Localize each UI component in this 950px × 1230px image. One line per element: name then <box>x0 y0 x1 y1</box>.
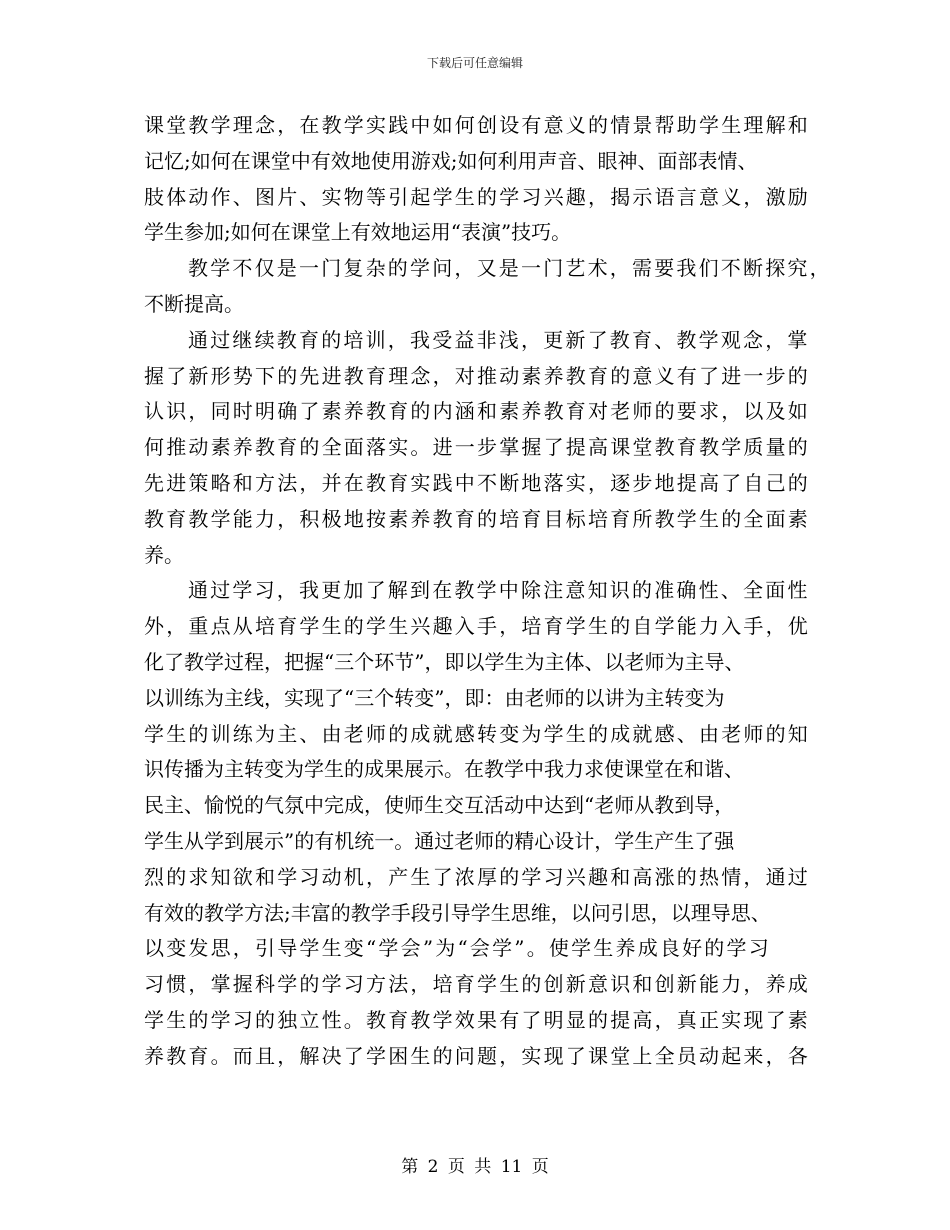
page-number: 第 2 页 共 11 页 <box>401 1157 549 1177</box>
paragraph <box>144 108 810 251</box>
text-line: 习惯，掌握科学的学习方法，培育学生的创新意识和创新能力，养成 <box>144 972 810 997</box>
document-body <box>144 108 832 1075</box>
text-line: 握了新形势下的先进教育理念，对推动素养教育的意义有了进一步的 <box>144 363 810 388</box>
text-line: 通过学习，我更加了解到在教学中除注意知识的准确性、全面性 <box>188 578 810 603</box>
text-line: 养教育。而且，解决了学困生的问题，实现了课堂上全员动起来，各 <box>144 1043 810 1068</box>
text-line: 学生的训练为主、由老师的成就感转变为学生的成就感、由老师的知 <box>144 721 810 746</box>
paragraph <box>144 323 810 574</box>
text-line: 民主、愉悦的气氛中完成，使师生交互活动中达到“老师从教到导， <box>144 793 735 818</box>
text-line: 识传播为主转变为学生的成果展示。在教学中我力求使课堂在和谐、 <box>144 757 744 782</box>
text-line: 教学不仅是一门复杂的学问，又是一门艺术，需要我们不断探究， <box>188 256 832 281</box>
text-line: 有效的教学方法;丰富的教学手段引导学生思维，以问引思，以理导思、 <box>144 900 771 925</box>
text-line: 养。 <box>144 542 184 567</box>
text-line: 肢体动作、图片、实物等引起学生的学习兴趣，揭示语言意义，激励 <box>144 184 810 209</box>
text-line: 课堂教学理念，在教学实践中如何创设有意义的情景帮助学生理解和 <box>144 113 810 137</box>
text-line: 不断提高。 <box>144 291 244 316</box>
text-line: 通过继续教育的培训，我受益非浅，更新了教育、教学观念，掌 <box>188 327 810 352</box>
text-line: 烈的求知欲和学习动机，产生了浓厚的学习兴趣和高涨的热情，通过 <box>144 864 810 889</box>
paragraph <box>144 251 832 323</box>
text-line: 认识，同时明确了素养教育的内涵和素养教育对老师的要求，以及如 <box>144 399 810 424</box>
text-line: 以训练为主线，实现了“三个转变”，即：由老师的以讲为主转变为 <box>144 685 725 710</box>
text-line: 记忆;如何在课堂中有效地使用游戏;如何利用声音、眼神、面部表情、 <box>144 148 758 173</box>
page-header: 下载后可任意编辑 <box>426 56 523 70</box>
text-line: 教育教学能力，积极地按素养教育的培育目标培育所教学生的全面素 <box>144 506 810 531</box>
text-line: 化了教学过程，把握“三个环节”，即以学生为主体、以老师为主导、 <box>144 649 745 674</box>
text-line: 何推动素养教育的全面落实。进一步掌握了提高课堂教育教学质量的 <box>144 435 810 460</box>
paragraph <box>144 573 810 1074</box>
text-line: 学生的学习的独立性。教育教学效果有了明显的提高，真正实现了素 <box>144 1007 810 1032</box>
text-line: 学生参加;如何在课堂上有效地运用“表演”技巧。 <box>144 220 572 245</box>
text-line: 以变发思，引导学生变“学会”为“会学”。使学生养成良好的学习 <box>144 936 771 961</box>
text-line: 外，重点从培育学生的学生兴趣入手，培育学生的自学能力入手，优 <box>144 614 810 639</box>
text-line: 先进策略和方法，并在教育实践中不断地落实，逐步地提高了自己的 <box>144 470 810 495</box>
text-line: 学生从学到展示”的有机统一。通过老师的精心设计，学生产生了强 <box>144 828 735 853</box>
